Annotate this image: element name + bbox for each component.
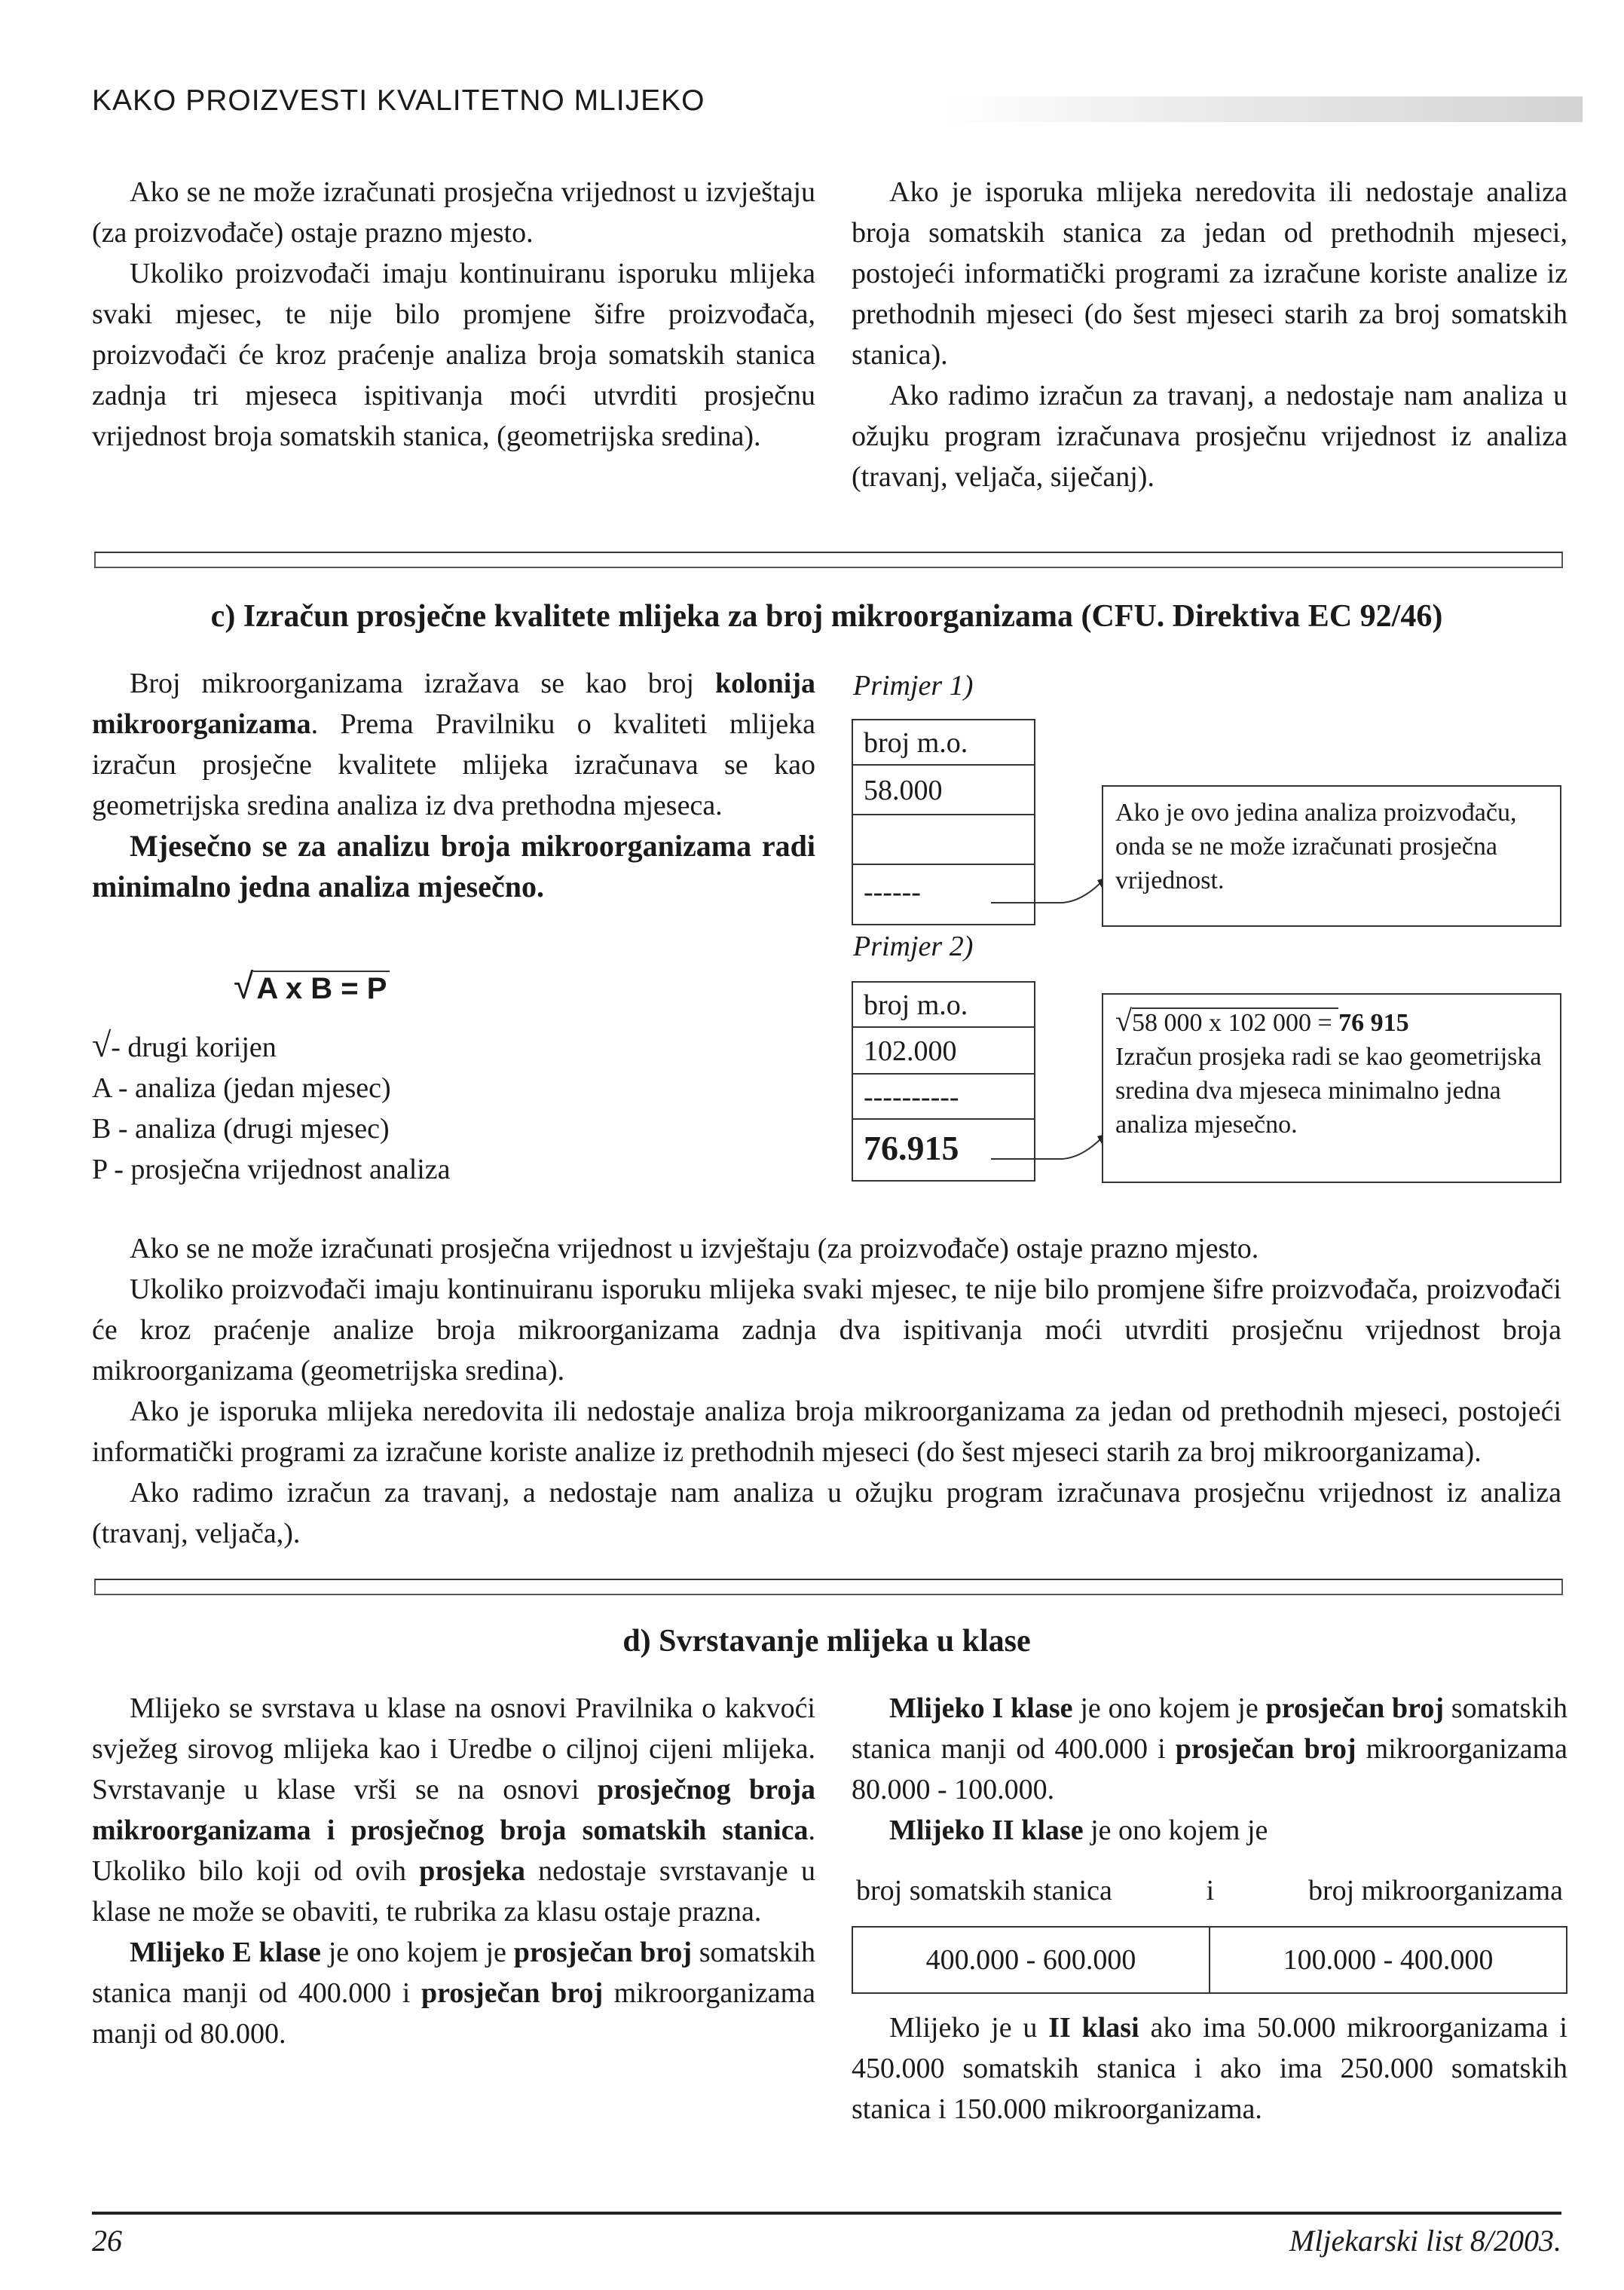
table-cell: ------ [864, 876, 921, 908]
legend-item: B - analiza (drugi mjesec) [92, 1113, 390, 1145]
section-d-right-column [852, 1688, 1567, 2129]
header-decorative-bar [942, 96, 1583, 122]
example-1-label: Primjer 1) [853, 670, 974, 702]
section-divider [94, 1579, 1563, 1595]
table-cell: ---------- [853, 1075, 1034, 1120]
paragraph: Ako radimo izračun za travanj, a nedostaje nam analiza u ožujku program izračunava prosječnu vrijednost iz analiza (travanj, veljača,). [92, 1477, 1561, 1549]
sqrt-icon: √ [92, 1026, 112, 1064]
legend-item: P - prosječna vrijednost analiza [92, 1154, 451, 1185]
example-2-label: Primjer 2) [853, 931, 974, 962]
sqrt-icon: √ [234, 967, 254, 1007]
arrow-icon [987, 1123, 1115, 1168]
table-cell [853, 815, 1034, 865]
arrow-icon [987, 867, 1115, 912]
paragraph: Mlijeko se svrstava u klase na osnovi Pravilnika o kakvoći svježeg sirovog mlijeka kao i Uredbe o ciljnoj cijeni mlijeka. Svrstavanje u klase vrši se na osnovi prosječnog broja mikroorganizama i prosječnog broja somatskih stanica. Ukoliko bilo koji od ovih prosjeka nedostaje svrstavanje u klase ne može se obaviti, te rubrika za klasu ostaje prazna. [92, 1692, 816, 1928]
note-formula: √58 000 x 102 000 = 76 915 [1115, 1004, 1409, 1038]
paragraph: Ako radimo izračun za travanj, a nedostaje nam analiza u ožujku program izračunava prosječnu vrijednost iz analiza (travanj, veljača, siječanj). [852, 380, 1567, 493]
example-1-note: Ako je ovo jedina analiza proizvođaču, onda se ne može izračunati prosječna vrijednost. [1102, 785, 1561, 927]
note-text: Izračun prosjeka radi se kao geometrijska sredina dva mjeseca minimalno jedna analiza mjesečno. [1115, 1043, 1542, 1139]
section-d-left-column [92, 1688, 815, 2054]
table-cell-result: 76.915 [864, 1129, 959, 1167]
section-c-left-column [92, 663, 815, 907]
paragraph: Mlijeko E klase je ono kojem je prosječan broj somatskih stanica manji od 400.000 i prosječan broj mikroorganizama manji od 80.000. [92, 1937, 815, 2050]
paragraph: Ako se ne može izračunati prosječna vrijednost u izvještaju (za proizvođače) ostaje prazno mjesto. [92, 176, 815, 249]
table-cell: broj m.o. [853, 983, 1034, 1028]
footer-rule [92, 2212, 1561, 2215]
table-cell: broj m.o. [853, 720, 1034, 766]
bold-paragraph: Mjesečno se za analizu broja mikroorganizama radi minimalno jedna analiza mjesečno. [92, 829, 815, 903]
paragraph: Ako se ne može izračunati prosječna vrijednost u izvještaju (za proizvođače) ostaje prazno mjesto. [130, 1233, 1259, 1264]
paragraph: Ako je isporuka mlijeka neredovita ili nedostaje analiza broja somatskih stanica za jedan od prethodnih mjeseci, postojeći informatički programi za izračune koriste analize iz prethodnih mjeseci (do šest mjeseci starih za broj somatskih stanica). [852, 176, 1567, 371]
example-2-note [1102, 993, 1561, 1183]
paragraph: Ukoliko proizvođači imaju kontinuiranu isporuku mlijeka svaki mjesec, te nije bilo promjene šifre proizvođača, proizvođači će kroz praćenje analiza broja somatskih stanica zadnja tri mjeseca ispitivanja moći utvrditi prosječnu vrijednost broja somatskih stanica, (geometrijska sredina). [92, 258, 815, 452]
range-somatic: 400.000 - 600.000 [925, 1944, 1136, 1976]
legend-item: A - analiza (jedan mjesec) [92, 1072, 391, 1104]
paragraph: Mlijeko je u II klasi ako ima 50.000 mikroorganizama i 450.000 somatskih stanica i ako ima 250.000 somatskih stanica i 150.000 mikroorganizama. [852, 2012, 1567, 2125]
paragraph: Mlijeko I klase je ono kojem je prosječan broj somatskih stanica manji od 400.000 i prosječan broj mikroorganizama 80.000 - 100.000. [852, 1692, 1567, 1805]
section-d-title: d) Svrstavanje mlijeka u klase [622, 1624, 1031, 1659]
paragraph: Mlijeko II klase je ono kojem je [889, 1815, 1268, 1846]
table-cell: 102.000 [853, 1028, 1034, 1075]
formula-legend [92, 1025, 815, 1190]
running-header: KAKO PROIZVESTI KVALITETNO MLIJEKO [92, 84, 705, 117]
range-microorganisms: 100.000 - 400.000 [1209, 1928, 1566, 1992]
page-number: 26 [92, 2224, 122, 2258]
paragraph: Broj mikroorganizama izražava se kao broj kolonija mikroorganizama. Prema Pravilniku o kvaliteti mlijeka izračun prosječne kvalitete mlijeka izračunava se kao geometrijska sredina analiza iz dva prethodna mjeseca. [92, 668, 815, 821]
journal-name: Mljekarski list 8/2003. [1289, 2224, 1561, 2258]
legend-item: √- drugi korijen [92, 1026, 277, 1064]
sqrt-icon: √ [1115, 1004, 1132, 1038]
section-divider [94, 552, 1563, 568]
section-c-title: c) Izračun prosječne kvalitete mlijeka za broj mikroorganizama (CFU. Direktiva EC 92/46) [210, 599, 1443, 634]
top-right-column [852, 172, 1567, 497]
paragraph: Ukoliko proizvođači imaju kontinuiranu isporuku mlijeka svaki mjesec, te nije bilo promjene šifre proizvođača, proizvođači će kroz praćenje analize broja mikroorganizama zadnja dva ispitivanja moći utvrditi prosječnu vrijednost broja mikroorganizama (geometrijska sredina). [92, 1273, 1561, 1387]
paragraph: Ako je isporuka mlijeka neredovita ili nedostaje analiza broja mikroorganizama za jedan od prethodnih mjeseci, postojeći informatički programi za izračune koriste analize iz prethodnih mjeseci (do šest mjeseci starih za broj mikroorganizama). [92, 1396, 1561, 1468]
section-c-body [92, 1228, 1561, 1554]
top-left-column [92, 172, 815, 457]
formula: √ A x B = P [234, 966, 390, 1007]
class-ii-range-table [852, 1926, 1567, 1994]
table-cell: 58.000 [853, 766, 1034, 815]
class-ii-column-headers: broj somatskih stanica i broj mikroorganizama [856, 1875, 1563, 1906]
